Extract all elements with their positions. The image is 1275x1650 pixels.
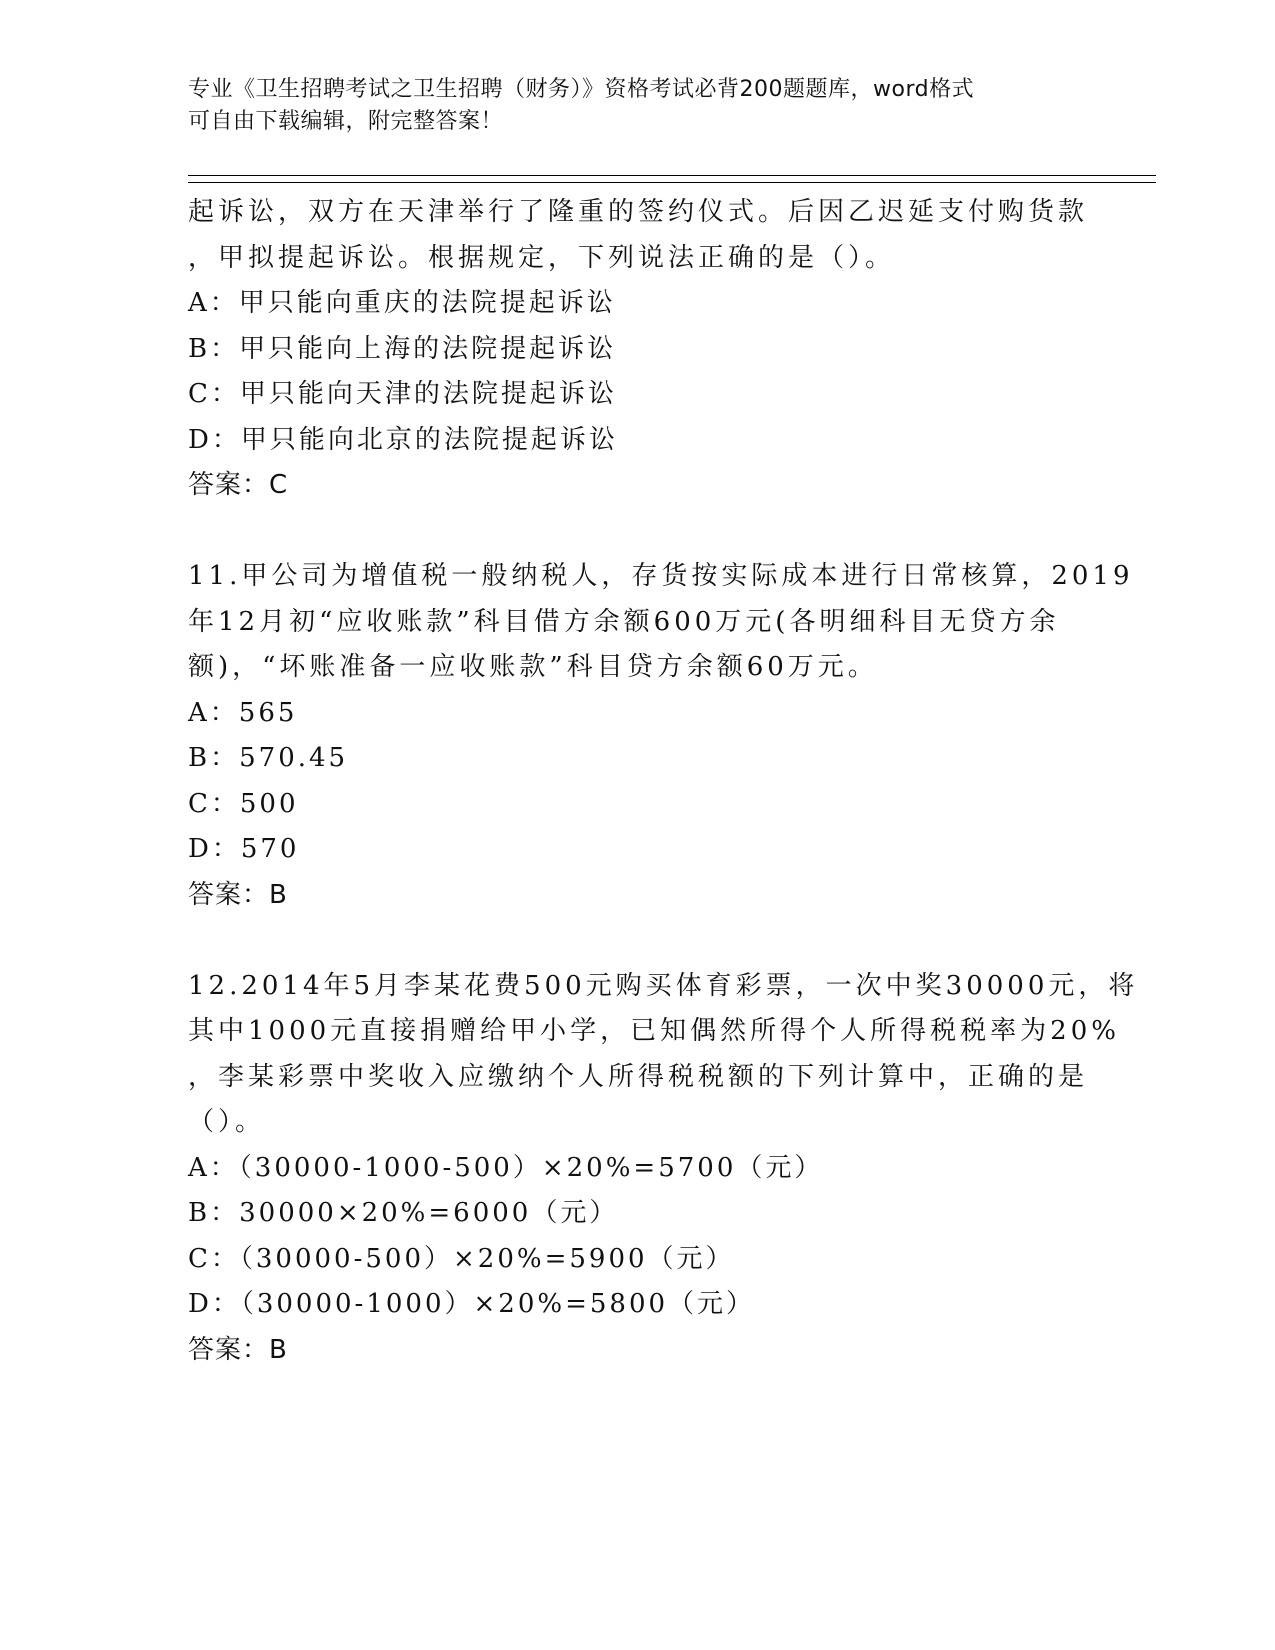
option-c: C：甲只能向天津的法院提起诉讼 (188, 379, 617, 409)
answer-line: 答案：C (188, 470, 289, 500)
question-text-line: 年12月初“应收账款”科目借方余额600万元(各明细科目无贷方余 (188, 606, 1060, 637)
document-header (188, 74, 1088, 138)
header-title-line-1: 专业《卫生招聘考试之卫生招聘（财务）》资格考试必背200题题库，word格式 (188, 77, 975, 102)
option-a: A：甲只能向重庆的法院提起诉讼 (188, 288, 616, 318)
option-a: A：565 (188, 697, 298, 728)
question-12 (188, 964, 1139, 1374)
option-d: D：甲只能向北京的法院提起诉讼 (188, 424, 618, 455)
question-text-line: 12.2014年5月李某花费500元购买体育彩票，一次中奖30000元，将 (188, 970, 1139, 1001)
question-text-line: 起诉讼，双方在天津举行了隆重的签约仪式。后因乙迟延支付购货款 (188, 197, 1089, 227)
option-b: B：570.45 (188, 743, 349, 773)
document-body (188, 190, 1139, 1373)
option-b: B：30000×20%=6000（元） (188, 1198, 619, 1228)
option-c: C：500 (188, 788, 299, 819)
spacer (188, 918, 1088, 964)
question-text-line: （）。 (188, 1107, 266, 1137)
question-text-line: 其中1000元直接捐赠给甲小学，已知偶然所得个人所得税税率为20% (188, 1016, 1120, 1046)
answer-line: 答案：B (188, 1334, 288, 1365)
answer-line: 答案：B (188, 879, 288, 910)
spacer (188, 509, 1088, 555)
option-c: C：（30000-500）×20%=5900（元） (188, 1243, 735, 1274)
question-text-line: 11.甲公司为增值税一般纳税人，存货按实际成本进行日常核算，2019 (188, 561, 1134, 591)
option-d: D：（30000-1000）×20%=5800（元） (188, 1289, 756, 1319)
option-d: D：570 (188, 834, 300, 864)
question-text-line: ，李某彩票中奖收入应缴纳个人所得税税额的下列计算中，正确的是 (188, 1061, 1089, 1092)
question-text-line: 额)，“坏账准备一应收账款”科目贷方余额60万元。 (188, 652, 878, 682)
option-a: A：（30000-1000-500）×20%=5700（元） (188, 1152, 824, 1183)
question-10 (188, 190, 1088, 509)
question-11 (188, 554, 1134, 918)
question-text-line: ，甲拟提起诉讼。根据规定，下列说法正确的是（）。 (188, 242, 896, 273)
option-b: B：甲只能向上海的法院提起诉讼 (188, 333, 617, 364)
header-divider-top (188, 175, 1156, 176)
header-divider-bottom (188, 182, 1156, 183)
header-title-line-2: 可自由下载编辑，附完整答案！ (188, 109, 504, 134)
